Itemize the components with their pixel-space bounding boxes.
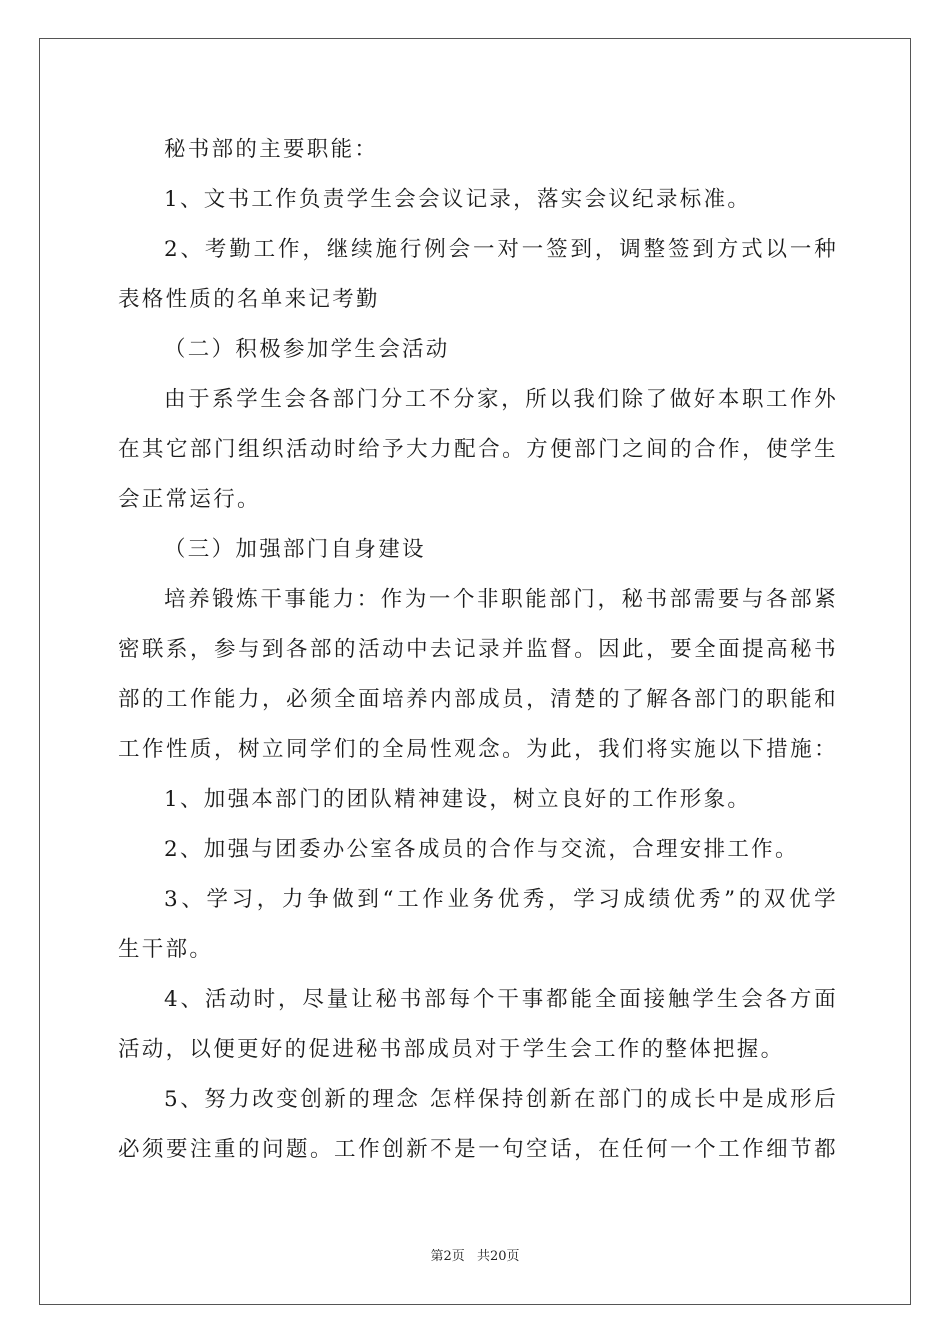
text-line: 会正常运行。 xyxy=(118,487,261,512)
text-line: 1、加强本部门的团队精神建设，树立良好的工作形象。 xyxy=(164,787,752,812)
text-line: 部的工作能力，必须全面培养内部成员，清楚的了解各部门的职能和 xyxy=(118,687,838,712)
text-line: 在其它部门组织活动时给予大力配合。方便部门之间的合作，使学生 xyxy=(118,437,838,462)
section-heading: （三）加强部门自身建设 xyxy=(164,537,426,562)
text-line: 3、学习，力争做到“工作业务优秀，学习成绩优秀”的双优学 xyxy=(164,887,838,912)
text-line: 生干部。 xyxy=(118,937,214,962)
text-line: 1、文书工作负责学生会会议记录，落实会议纪录标准。 xyxy=(164,187,752,212)
page-footer xyxy=(0,1245,950,1264)
section-heading: 秘书部的主要职能： xyxy=(164,137,379,162)
text-line: 5、努力改变创新的理念 怎样保持创新在部门的成长中是成形后 xyxy=(164,1087,838,1112)
text-line: 由于系学生会各部门分工不分家，所以我们除了做好本职工作外 xyxy=(164,387,838,412)
text-line: 活动，以便更好的促进秘书部成员对于学生会工作的整体把握。 xyxy=(118,1037,785,1062)
page-total: 共20页 xyxy=(476,1249,520,1264)
text-line: 2、加强与团委办公室各成员的合作与交流，合理安排工作。 xyxy=(164,837,799,862)
text-line: 必须要注重的问题。工作创新不是一句空话，在任何一个工作细节都 xyxy=(118,1137,838,1162)
text-line: 4、活动时，尽量让秘书部每个干事都能全面接触学生会各方面 xyxy=(164,987,838,1012)
page-number: 第2页 xyxy=(430,1249,465,1264)
text-line: 培养锻炼干事能力：作为一个非职能部门，秘书部需要与各部紧 xyxy=(164,587,838,612)
text-line: 2、考勤工作，继续施行例会一对一签到，调整签到方式以一种 xyxy=(164,237,838,262)
text-line: 密联系，参与到各部的活动中去记录并监督。因此，要全面提高秘书 xyxy=(118,637,838,662)
text-line: 表格性质的名单来记考勤 xyxy=(118,287,380,312)
section-heading: （二）积极参加学生会活动 xyxy=(164,337,450,362)
text-line: 工作性质，树立同学们的全局性观念。为此，我们将实施以下措施： xyxy=(118,737,838,762)
